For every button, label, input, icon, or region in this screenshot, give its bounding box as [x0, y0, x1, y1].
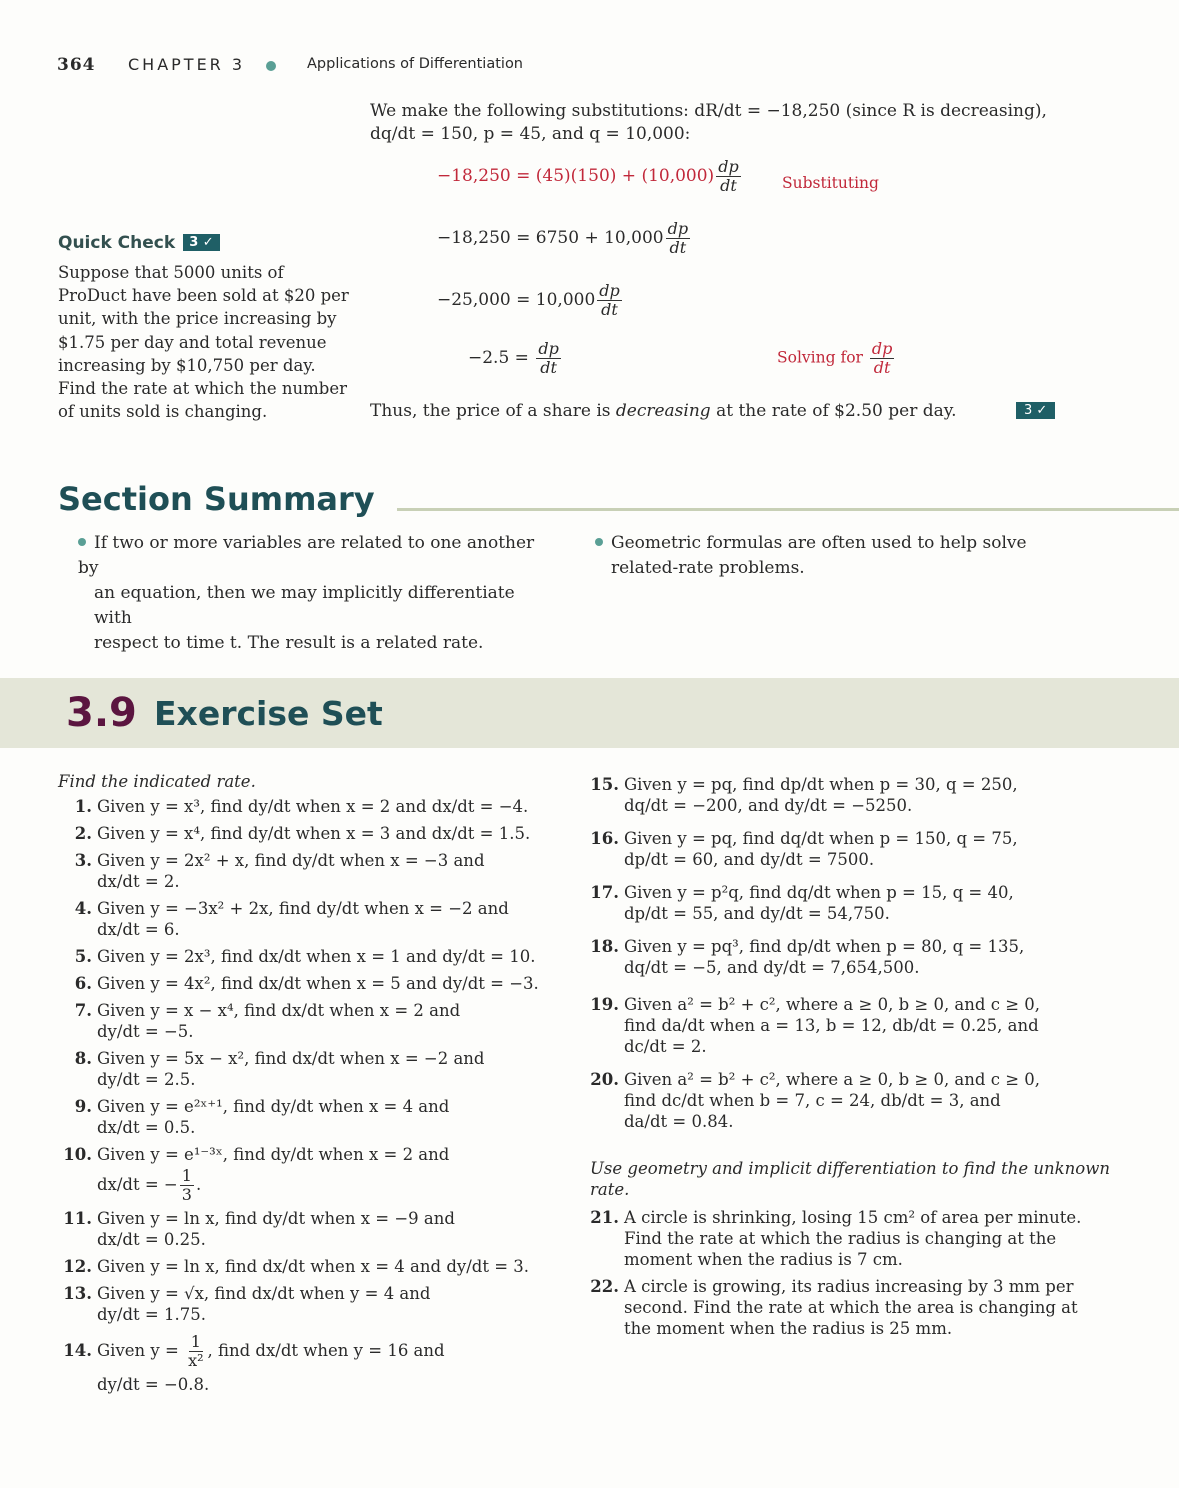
exercise-text: Given y = x⁴, find dy/dt when x = 3 and dx/dt = 1.5.	[97, 824, 531, 843]
exercise-text: Given y = −3x² + 2x, find dy/dt when x = −2 and	[97, 899, 509, 918]
exercise-text: dp/dt = 55, and dy/dt = 54,750.	[624, 904, 890, 923]
exercise-number: 21.	[590, 1208, 619, 1227]
exercise-text: dq/dt = −5, and dy/dt = 7,654,500.	[624, 958, 920, 977]
instruction: Find the indicated rate.	[58, 772, 256, 791]
exercise-set-title: Exercise Set	[154, 694, 383, 733]
frac-num: dp	[667, 219, 689, 238]
exercise-text: dc/dt = 2.	[624, 1037, 707, 1056]
exercise-number: 22.	[590, 1277, 619, 1296]
summary-line: If two or more variables are related to one another by	[78, 533, 535, 578]
exercise-text: Given y = 4x², find dx/dt when x = 5 and dy/dt = −3.	[97, 974, 539, 993]
frac-num: dp	[871, 339, 893, 358]
exercise-number: 8.	[74, 1049, 92, 1068]
example-conclusion	[370, 400, 957, 422]
frac-den: x²	[188, 1351, 204, 1370]
exercise-text: dx/dt = −	[97, 1175, 178, 1194]
exercise-9	[58, 1096, 558, 1138]
exercise-column-right	[585, 774, 1145, 1339]
example-intro-1: We make the following substitutions: dR/dt = −18,250 (since R is decreasing),	[370, 101, 1047, 121]
equation-step-4	[468, 340, 563, 377]
exercise-12	[58, 1256, 558, 1277]
exercise-19	[585, 994, 1145, 1057]
section-summary-rule	[397, 508, 1179, 511]
exercise-16	[585, 828, 1145, 870]
exercise-1	[58, 796, 558, 817]
exercise-text: Find the rate at which the radius is changing at the	[624, 1229, 1057, 1248]
exercise-text: A circle is shrinking, losing 15 cm² of area per minute.	[624, 1208, 1082, 1227]
exercise-2	[58, 823, 558, 844]
exercise-text: Given y = pq, find dp/dt when p = 30, q = 250,	[624, 775, 1018, 794]
frac-den: dt	[601, 300, 618, 319]
frac-num: dp	[538, 339, 559, 358]
exercise-number: 14.	[63, 1341, 92, 1360]
frac-den: dt	[873, 358, 891, 377]
exercise-6	[58, 973, 558, 994]
exercise-set-number: 3.9	[66, 690, 137, 736]
qc-line: $1.75 per day and total revenue	[58, 332, 327, 352]
exercise-text: Given y = pq, find dq/dt when p = 150, q = 75,	[624, 829, 1018, 848]
exercise-7	[58, 1000, 558, 1042]
exercise-text: dy/dt = −5.	[97, 1022, 194, 1041]
equation-step-2	[437, 220, 692, 257]
exercise-number: 6.	[74, 974, 92, 993]
quick-check-text	[58, 261, 358, 423]
exercise-number: 4.	[74, 899, 92, 918]
qc-line: Find the rate at which the number	[58, 379, 348, 399]
exercise-13	[58, 1283, 558, 1325]
section-summary-title: Section Summary	[58, 480, 375, 518]
example-intro-2: dq/dt = 150, p = 45, and q = 10,000:	[370, 124, 691, 144]
exercise-22	[585, 1276, 1145, 1339]
equation-step-3	[437, 282, 624, 319]
exercise-number: 13.	[63, 1284, 92, 1303]
exercise-number: 5.	[74, 947, 92, 966]
summary-left	[78, 531, 548, 656]
exercise-text: Given y = 2x² + x, find dy/dt when x = −3 and	[97, 851, 485, 870]
exercise-text: , find dx/dt when y = 16 and	[207, 1341, 445, 1360]
exercise-8	[58, 1048, 558, 1090]
exercise-number: 10.	[63, 1145, 92, 1164]
frac-den: 3	[181, 1185, 192, 1204]
exercise-text: dp/dt = 60, and dy/dt = 7500.	[624, 850, 875, 869]
exercise-text: A circle is growing, its radius increasing by 3 mm per	[624, 1277, 1074, 1296]
exercise-text: Given y = e²ˣ⁺¹, find dy/dt when x = 4 and	[97, 1097, 450, 1116]
exercise-number: 11.	[63, 1209, 92, 1228]
exercise-number: 7.	[74, 1001, 92, 1020]
exercise-text: dx/dt = 2.	[97, 872, 180, 891]
instruction-geometry	[590, 1158, 1145, 1200]
exercise-text: Given y = x − x⁴, find dx/dt when x = 2 and	[97, 1001, 461, 1020]
exercise-text: the moment when the radius is 25 mm.	[624, 1319, 953, 1338]
exercise-text: moment when the radius is 7 cm.	[624, 1250, 903, 1269]
exercise-number: 16.	[590, 829, 619, 848]
exercise-14	[58, 1333, 558, 1395]
quick-check-answer-badge[interactable]: 3 ✓	[1016, 402, 1055, 419]
exercise-4	[58, 898, 558, 940]
equation-step-1	[437, 158, 743, 195]
exercise-text: second. Find the rate at which the area is changing at	[624, 1298, 1078, 1317]
summary-right	[595, 531, 1055, 581]
exercise-text: dx/dt = 0.25.	[97, 1230, 206, 1249]
chapter-title: Applications of Differentiation	[307, 56, 523, 72]
exercise-text: dy/dt = 1.75.	[97, 1305, 206, 1324]
exercise-text: Given y = e¹⁻³ˣ, find dy/dt when x = 2 and	[97, 1145, 450, 1164]
exercise-21	[585, 1207, 1145, 1270]
quick-check-title: Quick Check	[58, 233, 176, 253]
exercise-number: 15.	[590, 775, 619, 794]
exercise-number: 3.	[74, 851, 92, 870]
exercise-11	[58, 1208, 558, 1250]
instruction-line: rate.	[590, 1180, 630, 1199]
exercise-20	[585, 1069, 1145, 1132]
summary-line: related-rate problems.	[611, 558, 805, 578]
exercise-text: Given a² = b² + c², where a ≥ 0, b ≥ 0, and c ≥ 0,	[624, 1070, 1041, 1089]
exercise-15	[585, 774, 1145, 816]
frac-den: dt	[669, 238, 687, 257]
quick-check-heading	[58, 233, 220, 253]
note-solving	[777, 340, 896, 377]
exercise-number: 17.	[590, 883, 619, 902]
step1-left: −18,250 =	[437, 166, 536, 186]
step1-substitution: (45)(150) + (10,000)	[535, 166, 715, 186]
exercise-18	[585, 936, 1145, 978]
exercise-text: find da/dt when a = 13, b = 12, db/dt = 0.25, and	[624, 1016, 1039, 1035]
frac-den: dt	[720, 176, 737, 195]
exercise-text: dx/dt = 6.	[97, 920, 180, 939]
exercise-text: da/dt = 0.84.	[624, 1112, 734, 1131]
conclusion-pre: Thus, the price of a share is	[370, 401, 616, 421]
exercise-number: 20.	[590, 1070, 619, 1089]
qc-line: of units sold is changing.	[58, 402, 268, 422]
exercise-text: Given y = pq³, find dp/dt when p = 80, q = 135,	[624, 937, 1025, 956]
frac-num: 1	[181, 1166, 192, 1185]
exercise-text: Given y = 2x³, find dx/dt when x = 1 and dy/dt = 10.	[97, 947, 536, 966]
exercise-text: .	[195, 1175, 202, 1194]
exercise-text: Given y = x³, find dy/dt when x = 2 and dx/dt = −4.	[97, 797, 529, 816]
chapter-label: CHAPTER 3	[128, 55, 246, 74]
step2-left: −18,250 = 6750 + 10,000	[437, 228, 664, 248]
exercise-text: dq/dt = −200, and dy/dt = −5250.	[624, 796, 913, 815]
exercise-text: dy/dt = −0.8.	[97, 1375, 210, 1394]
exercise-10	[58, 1144, 558, 1204]
exercise-text: dx/dt = 0.5.	[97, 1118, 196, 1137]
summary-line: respect to time t. The result is a related rate.	[94, 633, 484, 653]
bullet-icon	[595, 538, 603, 546]
exercise-text: Given y = 5x − x², find dx/dt when x = −2 and	[97, 1049, 485, 1068]
exercise-column-left	[58, 772, 558, 1395]
exercise-number: 2.	[74, 824, 92, 843]
conclusion-post: at the rate of $2.50 per day.	[710, 401, 957, 421]
exercise-text: Given a² = b² + c², where a ≥ 0, b ≥ 0, and c ≥ 0,	[624, 995, 1041, 1014]
exercise-text: Given y = p²q, find dq/dt when p = 15, q = 40,	[624, 883, 1014, 902]
qc-line: ProDuct have been sold at $20 per	[58, 286, 349, 306]
solving-label: Solving for	[777, 348, 863, 367]
exercise-text: Given y = ln x, find dx/dt when x = 4 and dy/dt = 3.	[97, 1257, 530, 1276]
step4-left: −2.5 =	[468, 348, 535, 368]
summary-line: an equation, then we may implicitly differentiate with	[94, 583, 515, 628]
qc-line: Suppose that 5000 units of	[58, 263, 284, 282]
frac-num: dp	[718, 157, 739, 176]
summary-line: Geometric formulas are often used to help solve	[611, 533, 1027, 553]
exercise-number: 18.	[590, 937, 619, 956]
qc-line: unit, with the price increasing by	[58, 309, 337, 329]
exercise-text: find dc/dt when b = 7, c = 24, db/dt = 3, and	[624, 1091, 1001, 1110]
exercise-3	[58, 850, 558, 892]
exercise-5	[58, 946, 558, 967]
bullet-icon	[78, 538, 86, 546]
exercise-text: Given y = √x, find dx/dt when y = 4 and	[97, 1284, 431, 1303]
quick-check-badge: 3 ✓	[183, 234, 219, 251]
exercise-text: Given y =	[97, 1341, 185, 1360]
note-substituting: Substituting	[782, 174, 879, 192]
header-bullet-icon	[266, 61, 276, 71]
page-number: 364	[57, 55, 96, 75]
exercise-text: dy/dt = 2.5.	[97, 1070, 196, 1089]
exercise-number: 19.	[590, 995, 619, 1014]
exercise-number: 1.	[74, 797, 92, 816]
step3-left: −25,000 = 10,000	[437, 290, 596, 310]
frac-num: dp	[599, 281, 620, 300]
instruction-line: Use geometry and implicit differentiation to find the unknown	[590, 1159, 1110, 1178]
frac-num: 1	[190, 1332, 201, 1351]
exercise-text: Given y = ln x, find dy/dt when x = −9 and	[97, 1209, 455, 1228]
exercise-number: 9.	[74, 1097, 92, 1116]
frac-den: dt	[540, 358, 557, 377]
conclusion-emphasis: decreasing	[615, 401, 711, 421]
exercise-number: 12.	[63, 1257, 92, 1276]
qc-line: increasing by $10,750 per day.	[58, 355, 316, 375]
exercise-17	[585, 882, 1145, 924]
